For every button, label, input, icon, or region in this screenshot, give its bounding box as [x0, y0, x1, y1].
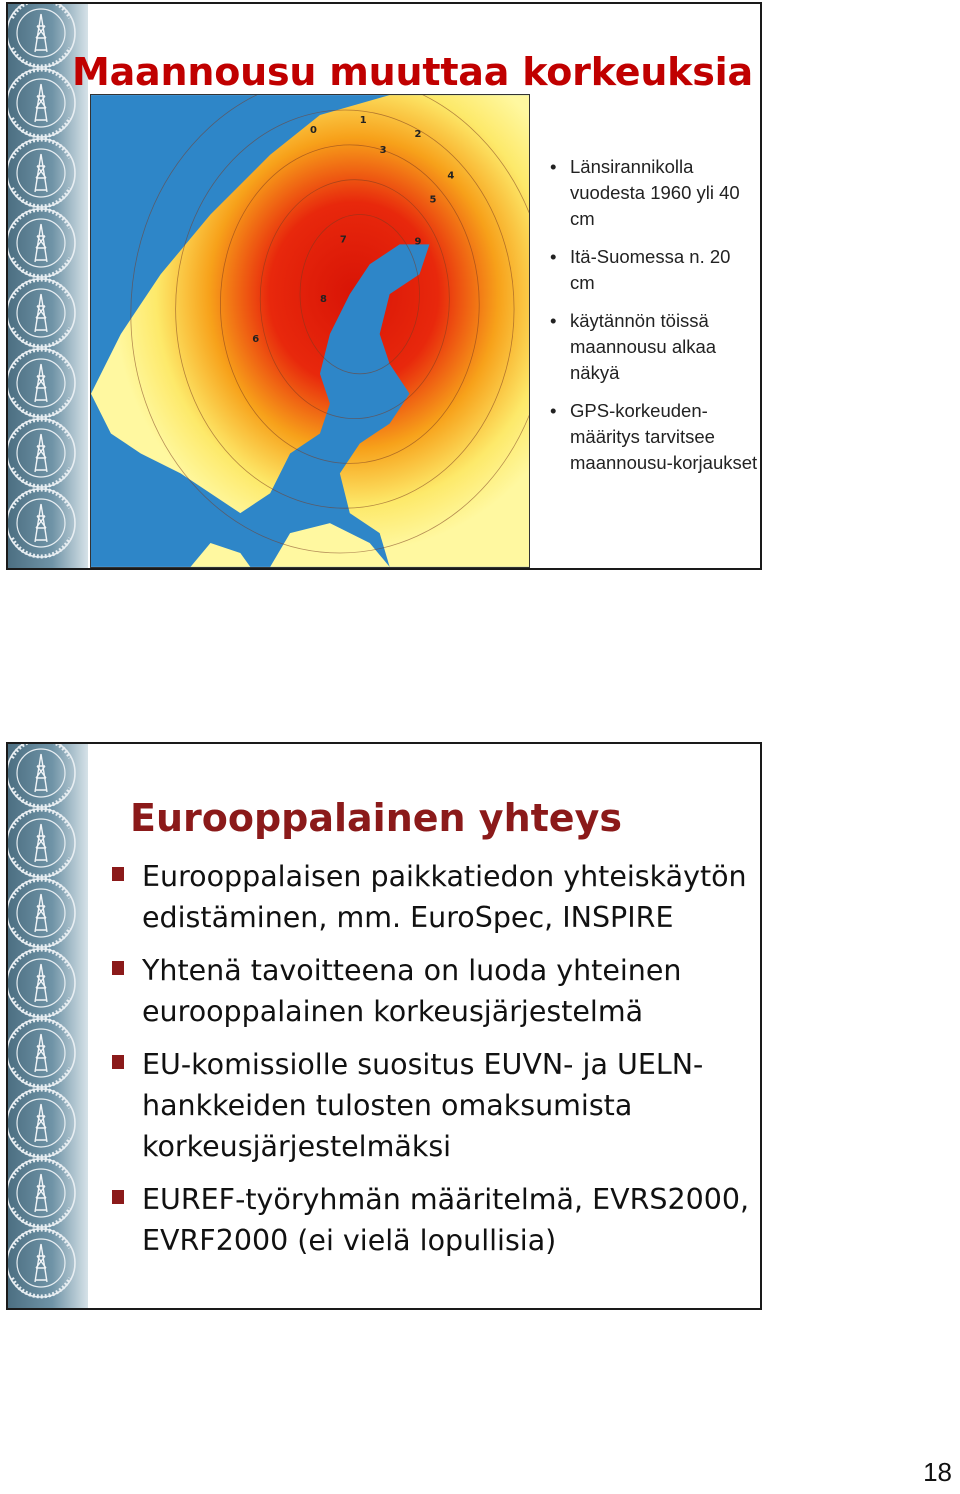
institute-seal-logo	[8, 64, 80, 142]
institute-seal-logo	[8, 874, 80, 952]
bullet-list	[110, 856, 758, 1273]
institute-seal-logo	[8, 744, 80, 812]
bullet-item: Yhtenä tavoitteena on luoda yhteinen eurooppalainen korkeusjärjestelmä	[110, 950, 758, 1032]
bullet-item: • Itä-Suomessa n. 20 cm	[548, 244, 758, 296]
slide-title: Eurooppalainen yhteys	[130, 796, 622, 840]
contour-label: 5	[429, 194, 437, 206]
contour-label: 0	[310, 124, 317, 136]
institute-seal-logo	[8, 414, 80, 492]
bullet-item: • GPS-korkeuden-määritys tarvitsee maannousu-korjaukset	[548, 398, 758, 476]
institute-seal-logo	[8, 804, 80, 882]
bullet-item: • Länsirannikolla vuodesta 1960 yli 40 cm	[548, 154, 758, 232]
institute-seal-logo	[8, 4, 80, 72]
contour-label: 6	[252, 333, 260, 345]
slide-title: Maannousu muuttaa korkeuksia	[72, 50, 753, 94]
institute-seal-logo	[8, 344, 80, 422]
institute-seal-logo	[8, 274, 80, 352]
bullet-item: • käytännön töissä maannousu alkaa näkyä	[548, 308, 758, 386]
contour-label: 3	[379, 144, 387, 156]
contour-label: 7	[339, 234, 347, 246]
institute-seal-logo	[8, 1084, 80, 1162]
contour-label: 1	[359, 114, 367, 126]
institute-seal-logo	[8, 1014, 80, 1092]
slide-2	[6, 742, 762, 1310]
land-uplift-map	[90, 94, 530, 568]
bullet-item: EU-komissiolle suositus EUVN- ja UELN-hankkeiden tulosten omaksumista korkeusjärjestelmäksi	[110, 1044, 758, 1167]
bullet-item: EUREF-työryhmän määritelmä, EVRS2000, EVRF2000 (ei vielä lopullisia)	[110, 1179, 758, 1261]
institute-seal-logo	[8, 484, 80, 562]
bullet-list	[548, 154, 758, 488]
contour-label: 2	[414, 128, 422, 140]
institute-seal-logo	[8, 1224, 80, 1302]
institute-seal-logo	[8, 1154, 80, 1232]
institute-seal-logo	[8, 134, 80, 212]
contour-label: 9	[414, 236, 422, 248]
contour-label: 8	[319, 294, 327, 306]
logo-band	[8, 744, 88, 1308]
contour-label: 4	[447, 170, 455, 182]
page-number: 18	[923, 1457, 952, 1487]
bullet-item: Eurooppalaisen paikkatiedon yhteiskäytön edistäminen, mm. EuroSpec, INSPIRE	[110, 856, 758, 938]
slide-1	[6, 2, 762, 570]
institute-seal-logo	[8, 204, 80, 282]
institute-seal-logo	[8, 944, 80, 1022]
